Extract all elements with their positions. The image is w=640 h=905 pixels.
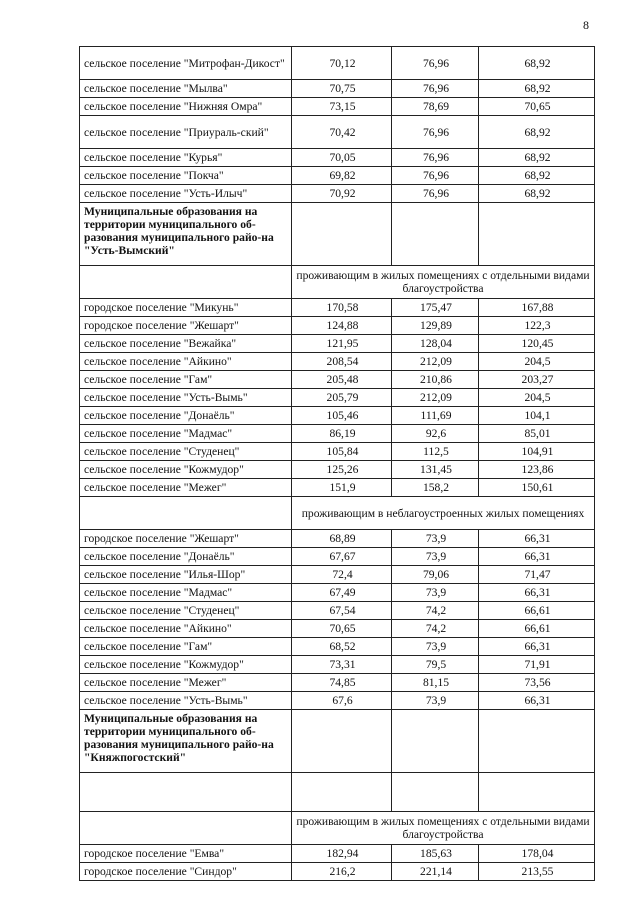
value-cell-2: 73,9 xyxy=(392,638,479,656)
category-subheader: проживающим в неблагоустроенных жилых помещениях xyxy=(292,497,595,530)
value-cell-3: 66,31 xyxy=(479,584,595,602)
settlement-name-cell: сельское поселение "Гам" xyxy=(80,638,292,656)
settlement-name-cell: сельское поселение "Усть-Илыч" xyxy=(80,185,292,203)
table-row xyxy=(80,656,595,674)
empty-cell xyxy=(80,266,292,299)
municipal-group-row xyxy=(80,710,595,773)
empty-row xyxy=(80,773,595,812)
value-cell-1: 70,75 xyxy=(292,80,392,98)
settlement-name-cell: сельское поселение "Студенец" xyxy=(80,602,292,620)
table-row xyxy=(80,602,595,620)
table-row xyxy=(80,353,595,371)
settlement-name-cell: сельское поселение "Кожмудор" xyxy=(80,461,292,479)
value-cell-3: 150,61 xyxy=(479,479,595,497)
value-cell-3: 68,92 xyxy=(479,47,595,80)
value-cell-3: 68,92 xyxy=(479,80,595,98)
value-cell-3: 68,92 xyxy=(479,149,595,167)
tariff-table xyxy=(79,46,595,881)
value-cell-1: 70,42 xyxy=(292,116,392,149)
value-cell-3: 213,55 xyxy=(479,863,595,881)
empty-cell xyxy=(292,710,392,773)
value-cell-1: 105,84 xyxy=(292,443,392,461)
settlement-name-cell: городское поселение "Емва" xyxy=(80,845,292,863)
value-cell-1: 73,15 xyxy=(292,98,392,116)
value-cell-1: 205,48 xyxy=(292,371,392,389)
table-row xyxy=(80,620,595,638)
value-cell-1: 70,92 xyxy=(292,185,392,203)
value-cell-1: 216,2 xyxy=(292,863,392,881)
settlement-name-cell: сельское поселение "Айкино" xyxy=(80,620,292,638)
value-cell-2: 221,14 xyxy=(392,863,479,881)
value-cell-2: 76,96 xyxy=(392,47,479,80)
table-row xyxy=(80,548,595,566)
value-cell-2: 185,63 xyxy=(392,845,479,863)
value-cell-1: 73,31 xyxy=(292,656,392,674)
table-row xyxy=(80,167,595,185)
municipal-group-title: Муниципальные образования на территории муниципального об-разования муниципального райо-на "Усть-Вымский" xyxy=(80,203,292,266)
table-row xyxy=(80,47,595,80)
settlement-name-cell: сельское поселение "Кожмудор" xyxy=(80,656,292,674)
table-row xyxy=(80,692,595,710)
settlement-name-cell: городское поселение "Жешарт" xyxy=(80,317,292,335)
value-cell-1: 205,79 xyxy=(292,389,392,407)
value-cell-2: 76,96 xyxy=(392,185,479,203)
settlement-name-cell: сельское поселение "Курья" xyxy=(80,149,292,167)
category-subheader-row xyxy=(80,812,595,845)
value-cell-1: 70,05 xyxy=(292,149,392,167)
value-cell-3: 68,92 xyxy=(479,116,595,149)
table-row xyxy=(80,425,595,443)
settlement-name-cell: сельское поселение "Мадмас" xyxy=(80,584,292,602)
empty-cell xyxy=(80,773,292,812)
empty-cell xyxy=(479,710,595,773)
value-cell-2: 73,9 xyxy=(392,692,479,710)
value-cell-1: 70,65 xyxy=(292,620,392,638)
table-row xyxy=(80,863,595,881)
table-row xyxy=(80,530,595,548)
value-cell-2: 76,96 xyxy=(392,116,479,149)
empty-cell xyxy=(292,773,392,812)
settlement-name-cell: сельское поселение "Студенец" xyxy=(80,443,292,461)
table-row xyxy=(80,80,595,98)
value-cell-3: 203,27 xyxy=(479,371,595,389)
value-cell-1: 68,52 xyxy=(292,638,392,656)
value-cell-1: 72,4 xyxy=(292,566,392,584)
table-row xyxy=(80,371,595,389)
value-cell-1: 69,82 xyxy=(292,167,392,185)
settlement-name-cell: сельское поселение "Мадмас" xyxy=(80,425,292,443)
value-cell-2: 73,9 xyxy=(392,548,479,566)
table-row xyxy=(80,116,595,149)
value-cell-2: 175,47 xyxy=(392,299,479,317)
settlement-name-cell: сельское поселение "Илья-Шор" xyxy=(80,566,292,584)
value-cell-1: 170,58 xyxy=(292,299,392,317)
table-row xyxy=(80,317,595,335)
value-cell-2: 76,96 xyxy=(392,80,479,98)
settlement-name-cell: сельское поселение "Приураль-ский" xyxy=(80,116,292,149)
value-cell-1: 86,19 xyxy=(292,425,392,443)
value-cell-2: 92,6 xyxy=(392,425,479,443)
value-cell-1: 67,54 xyxy=(292,602,392,620)
table-row xyxy=(80,566,595,584)
value-cell-3: 70,65 xyxy=(479,98,595,116)
value-cell-3: 66,31 xyxy=(479,548,595,566)
settlement-name-cell: сельское поселение "Усть-Вымь" xyxy=(80,389,292,407)
municipal-group-title: Муниципальные образования на территории муниципального об-разования муниципального райо-на "Княжпогостский" xyxy=(80,710,292,773)
table-row xyxy=(80,845,595,863)
table-row xyxy=(80,299,595,317)
settlement-name-cell: сельское поселение "Усть-Вымь" xyxy=(80,692,292,710)
empty-cell xyxy=(292,203,392,266)
table-row xyxy=(80,335,595,353)
settlement-name-cell: сельское поселение "Айкино" xyxy=(80,353,292,371)
value-cell-3: 104,1 xyxy=(479,407,595,425)
value-cell-3: 71,91 xyxy=(479,656,595,674)
settlement-name-cell: сельское поселение "Нижняя Омра" xyxy=(80,98,292,116)
table-row xyxy=(80,98,595,116)
empty-cell xyxy=(80,812,292,845)
empty-cell xyxy=(479,203,595,266)
value-cell-3: 85,01 xyxy=(479,425,595,443)
settlement-name-cell: сельское поселение "Мылва" xyxy=(80,80,292,98)
value-cell-2: 111,69 xyxy=(392,407,479,425)
empty-cell xyxy=(479,773,595,812)
table-row xyxy=(80,461,595,479)
value-cell-2: 212,09 xyxy=(392,389,479,407)
table-row xyxy=(80,479,595,497)
value-cell-2: 158,2 xyxy=(392,479,479,497)
settlement-name-cell: сельское поселение "Гам" xyxy=(80,371,292,389)
value-cell-3: 120,45 xyxy=(479,335,595,353)
settlement-name-cell: городское поселение "Жешарт" xyxy=(80,530,292,548)
value-cell-3: 68,92 xyxy=(479,185,595,203)
value-cell-2: 76,96 xyxy=(392,149,479,167)
value-cell-3: 122,3 xyxy=(479,317,595,335)
value-cell-2: 78,69 xyxy=(392,98,479,116)
value-cell-2: 74,2 xyxy=(392,620,479,638)
value-cell-2: 129,89 xyxy=(392,317,479,335)
value-cell-1: 67,67 xyxy=(292,548,392,566)
empty-cell xyxy=(392,203,479,266)
category-subheader: проживающим в жилых помещениях с отдельными видами благоустройства xyxy=(292,266,595,299)
value-cell-2: 81,15 xyxy=(392,674,479,692)
settlement-name-cell: городское поселение "Синдор" xyxy=(80,863,292,881)
value-cell-2: 73,9 xyxy=(392,584,479,602)
value-cell-3: 204,5 xyxy=(479,389,595,407)
empty-cell xyxy=(80,497,292,530)
value-cell-1: 151,9 xyxy=(292,479,392,497)
category-subheader: проживающим в жилых помещениях с отдельными видами благоустройства xyxy=(292,812,595,845)
settlement-name-cell: сельское поселение "Донаёль" xyxy=(80,407,292,425)
value-cell-3: 123,86 xyxy=(479,461,595,479)
value-cell-3: 66,31 xyxy=(479,692,595,710)
value-cell-1: 67,6 xyxy=(292,692,392,710)
value-cell-1: 182,94 xyxy=(292,845,392,863)
value-cell-1: 125,26 xyxy=(292,461,392,479)
value-cell-3: 73,56 xyxy=(479,674,595,692)
municipal-group-row xyxy=(80,203,595,266)
value-cell-3: 104,91 xyxy=(479,443,595,461)
table-row xyxy=(80,149,595,167)
empty-cell xyxy=(392,710,479,773)
value-cell-2: 212,09 xyxy=(392,353,479,371)
settlement-name-cell: городское поселение "Микунь" xyxy=(80,299,292,317)
value-cell-1: 121,95 xyxy=(292,335,392,353)
value-cell-3: 66,31 xyxy=(479,530,595,548)
value-cell-1: 70,12 xyxy=(292,47,392,80)
settlement-name-cell: сельское поселение "Межег" xyxy=(80,674,292,692)
value-cell-3: 178,04 xyxy=(479,845,595,863)
settlement-name-cell: сельское поселение "Покча" xyxy=(80,167,292,185)
table-row xyxy=(80,389,595,407)
category-subheader-row xyxy=(80,497,595,530)
value-cell-1: 67,49 xyxy=(292,584,392,602)
settlement-name-cell: сельское поселение "Вежайка" xyxy=(80,335,292,353)
settlement-name-cell: сельское поселение "Донаёль" xyxy=(80,548,292,566)
table-row xyxy=(80,185,595,203)
value-cell-2: 112,5 xyxy=(392,443,479,461)
empty-cell xyxy=(392,773,479,812)
value-cell-3: 66,61 xyxy=(479,602,595,620)
table-row xyxy=(80,443,595,461)
value-cell-3: 66,61 xyxy=(479,620,595,638)
value-cell-3: 204,5 xyxy=(479,353,595,371)
category-subheader-row xyxy=(80,266,595,299)
table-row xyxy=(80,584,595,602)
value-cell-3: 71,47 xyxy=(479,566,595,584)
value-cell-1: 124,88 xyxy=(292,317,392,335)
value-cell-2: 131,45 xyxy=(392,461,479,479)
value-cell-2: 210,86 xyxy=(392,371,479,389)
value-cell-2: 79,06 xyxy=(392,566,479,584)
value-cell-1: 105,46 xyxy=(292,407,392,425)
value-cell-2: 74,2 xyxy=(392,602,479,620)
settlement-name-cell: сельское поселение "Межег" xyxy=(80,479,292,497)
value-cell-1: 74,85 xyxy=(292,674,392,692)
table-row xyxy=(80,674,595,692)
value-cell-3: 167,88 xyxy=(479,299,595,317)
settlement-name-cell: сельское поселение "Митрофан-Дикост" xyxy=(80,47,292,80)
value-cell-2: 76,96 xyxy=(392,167,479,185)
table-row xyxy=(80,638,595,656)
table-row xyxy=(80,407,595,425)
value-cell-1: 208,54 xyxy=(292,353,392,371)
value-cell-3: 68,92 xyxy=(479,167,595,185)
page-number: 8 xyxy=(583,18,589,32)
value-cell-2: 128,04 xyxy=(392,335,479,353)
value-cell-2: 73,9 xyxy=(392,530,479,548)
value-cell-2: 79,5 xyxy=(392,656,479,674)
value-cell-1: 68,89 xyxy=(292,530,392,548)
value-cell-3: 66,31 xyxy=(479,638,595,656)
